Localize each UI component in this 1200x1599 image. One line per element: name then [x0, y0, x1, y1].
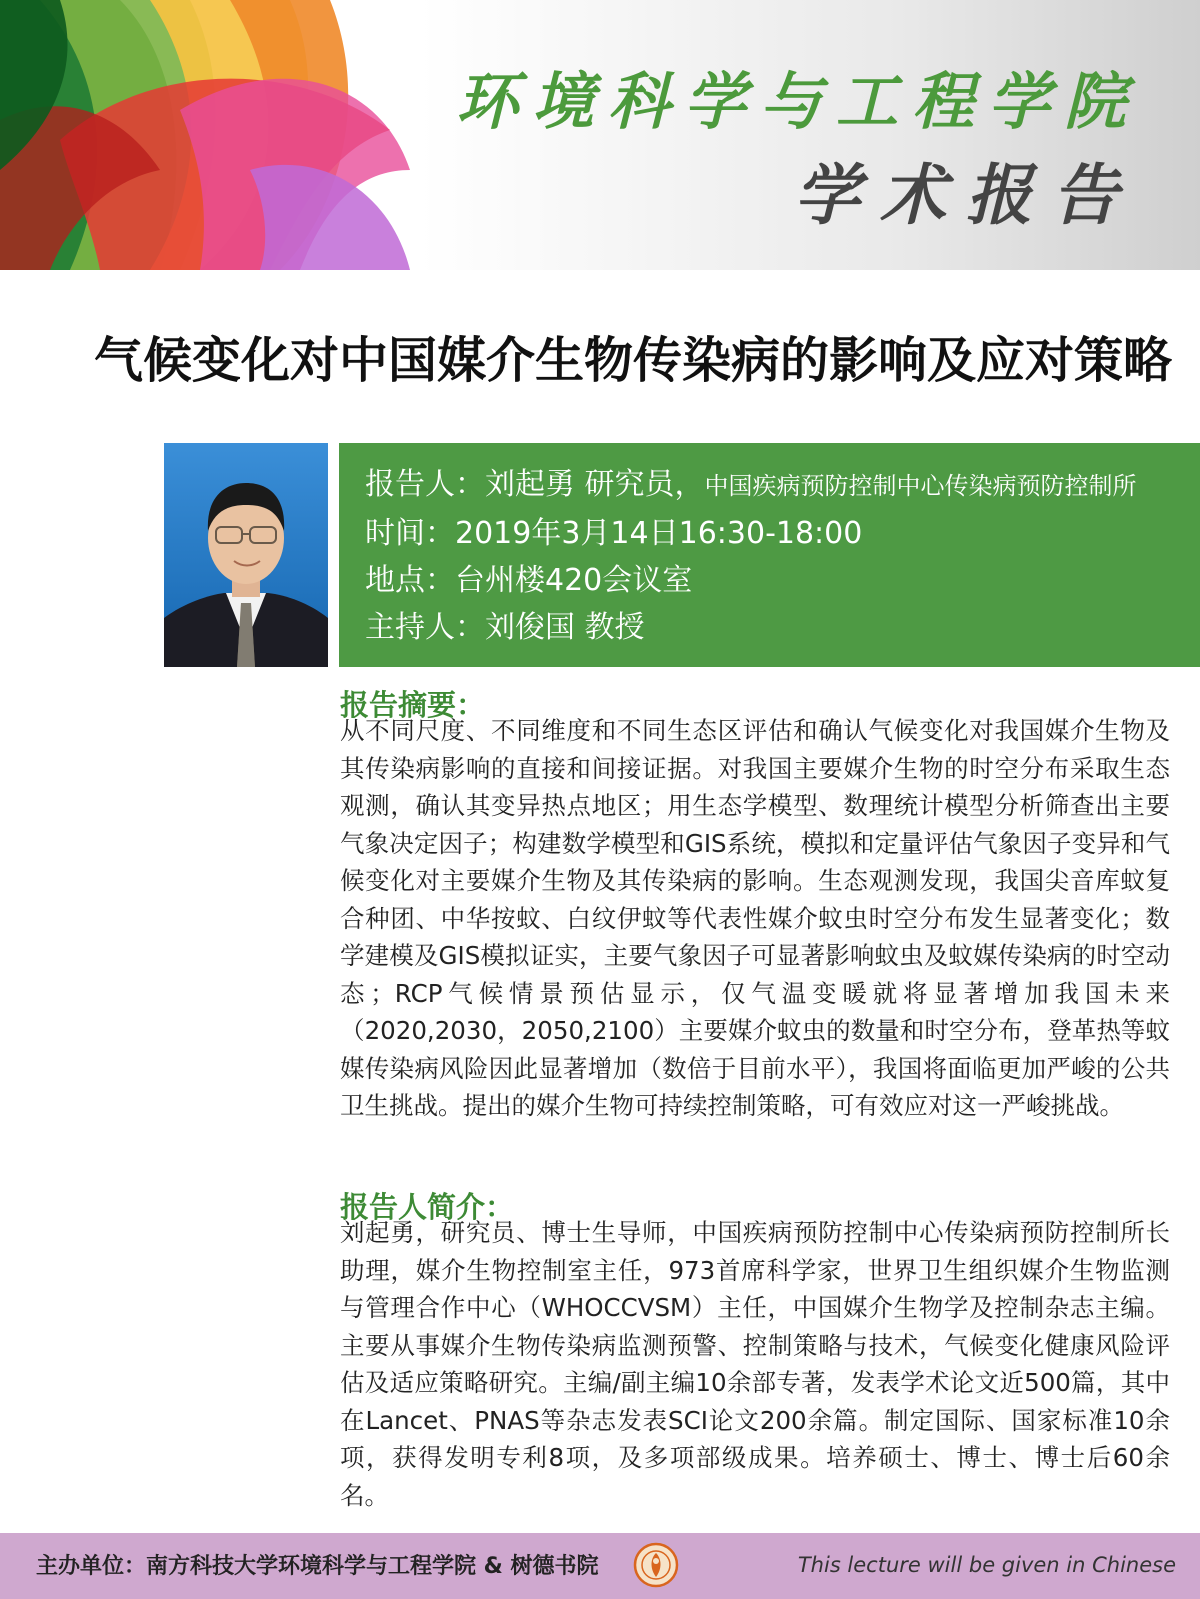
bio-text: 刘起勇，研究员、博士生导师，中国疾病预防控制中心传染病预防控制所长助理，媒介生物控制室主任，973首席科学家，世界卫生组织媒介生物监测与管理合作中心（WHOCCVSM）主任，中国媒介生物学及控制杂志主编。主要从事媒介生物传染病监测预警、控制策略与技术，气候变化健康风险评估及适应策略研究。主编/副主编10余部专著，发表学术论文近500篇，其中在Lancet、PNAS等杂志发表SCI论文200余篇。制定国际、国家标准10余项，获得发明专利8项，及多项部级成果。培养硕士、博士、博士后60余名。	[340, 1218, 1170, 1510]
speaker-label: 报告人：	[365, 467, 485, 502]
abstract-text: 从不同尺度、不同维度和不同生态区评估和确认气候变化对我国媒介生物及其传染病影响的直接和间接证据。对我国主要媒介生物的时空分布采取生态观测，确认其变异热点地区；用生态学模型、数理统计模型分析筛查出主要气象决定因子；构建数学模型和GIS系统，模拟和定量评估气象因子变异和气候变化对主要媒介生物及其传染病的影响。生态观测发现，我国尖音库蚊复合种团、中华按蚊、白纹伊蚊等代表性媒介蚊虫时空分布发生显著变化；数学建模及GIS模拟证实，主要气象因子可显著影响蚊虫及蚊媒传染病的时空动态；RCP气候情景预估显示，仅气温变暖就将显著增加我国未来（2020,2030，2050,2100）主要媒介蚊虫的数量和时空分布，登革热等蚊媒传染病风险因此显著增加（数倍于目前水平），我国将面临更加严峻的公共卫生挑战。提出的媒介生物可持续控制策略，可有效应对这一严峻挑战。	[340, 716, 1170, 1120]
lecture-info-box	[339, 443, 1200, 667]
time-value: 2019年3月14日16:30-18:00	[455, 516, 863, 551]
place-label: 地点：	[365, 563, 455, 598]
language-note: This lecture will be given in Chinese	[797, 1553, 1176, 1577]
bio-heading: 报告人简介：	[340, 1190, 515, 1224]
school-name: 环境科学与工程学院	[455, 65, 1140, 138]
page-title: 气候变化对中国媒介生物传染病的影响及应对策略	[93, 332, 1172, 389]
place-line	[365, 557, 1200, 604]
abstract-heading: 报告摘要：	[340, 688, 486, 722]
time-line	[365, 510, 1200, 557]
speaker-name: 刘起勇 研究员，	[485, 467, 705, 502]
footer-bar	[0, 1533, 1200, 1599]
host-label: 主持人：	[365, 610, 485, 645]
place-value: 台州楼420会议室	[455, 563, 693, 598]
decorative-petals	[0, 0, 420, 270]
host-value: 刘俊国 教授	[485, 610, 645, 645]
speaker-photo	[164, 443, 328, 667]
host-line	[365, 604, 1200, 651]
college-logo-icon	[632, 1541, 680, 1589]
report-type: 学术报告	[794, 156, 1138, 234]
speaker-affiliation: 中国疾病预防控制中心传染病预防控制所	[704, 472, 1137, 500]
speaker-line	[365, 461, 1200, 510]
time-label: 时间：	[365, 516, 455, 551]
header-banner	[0, 0, 1200, 270]
organizer-text: 主办单位：南方科技大学环境科学与工程学院 & 树德书院	[36, 1554, 599, 1579]
